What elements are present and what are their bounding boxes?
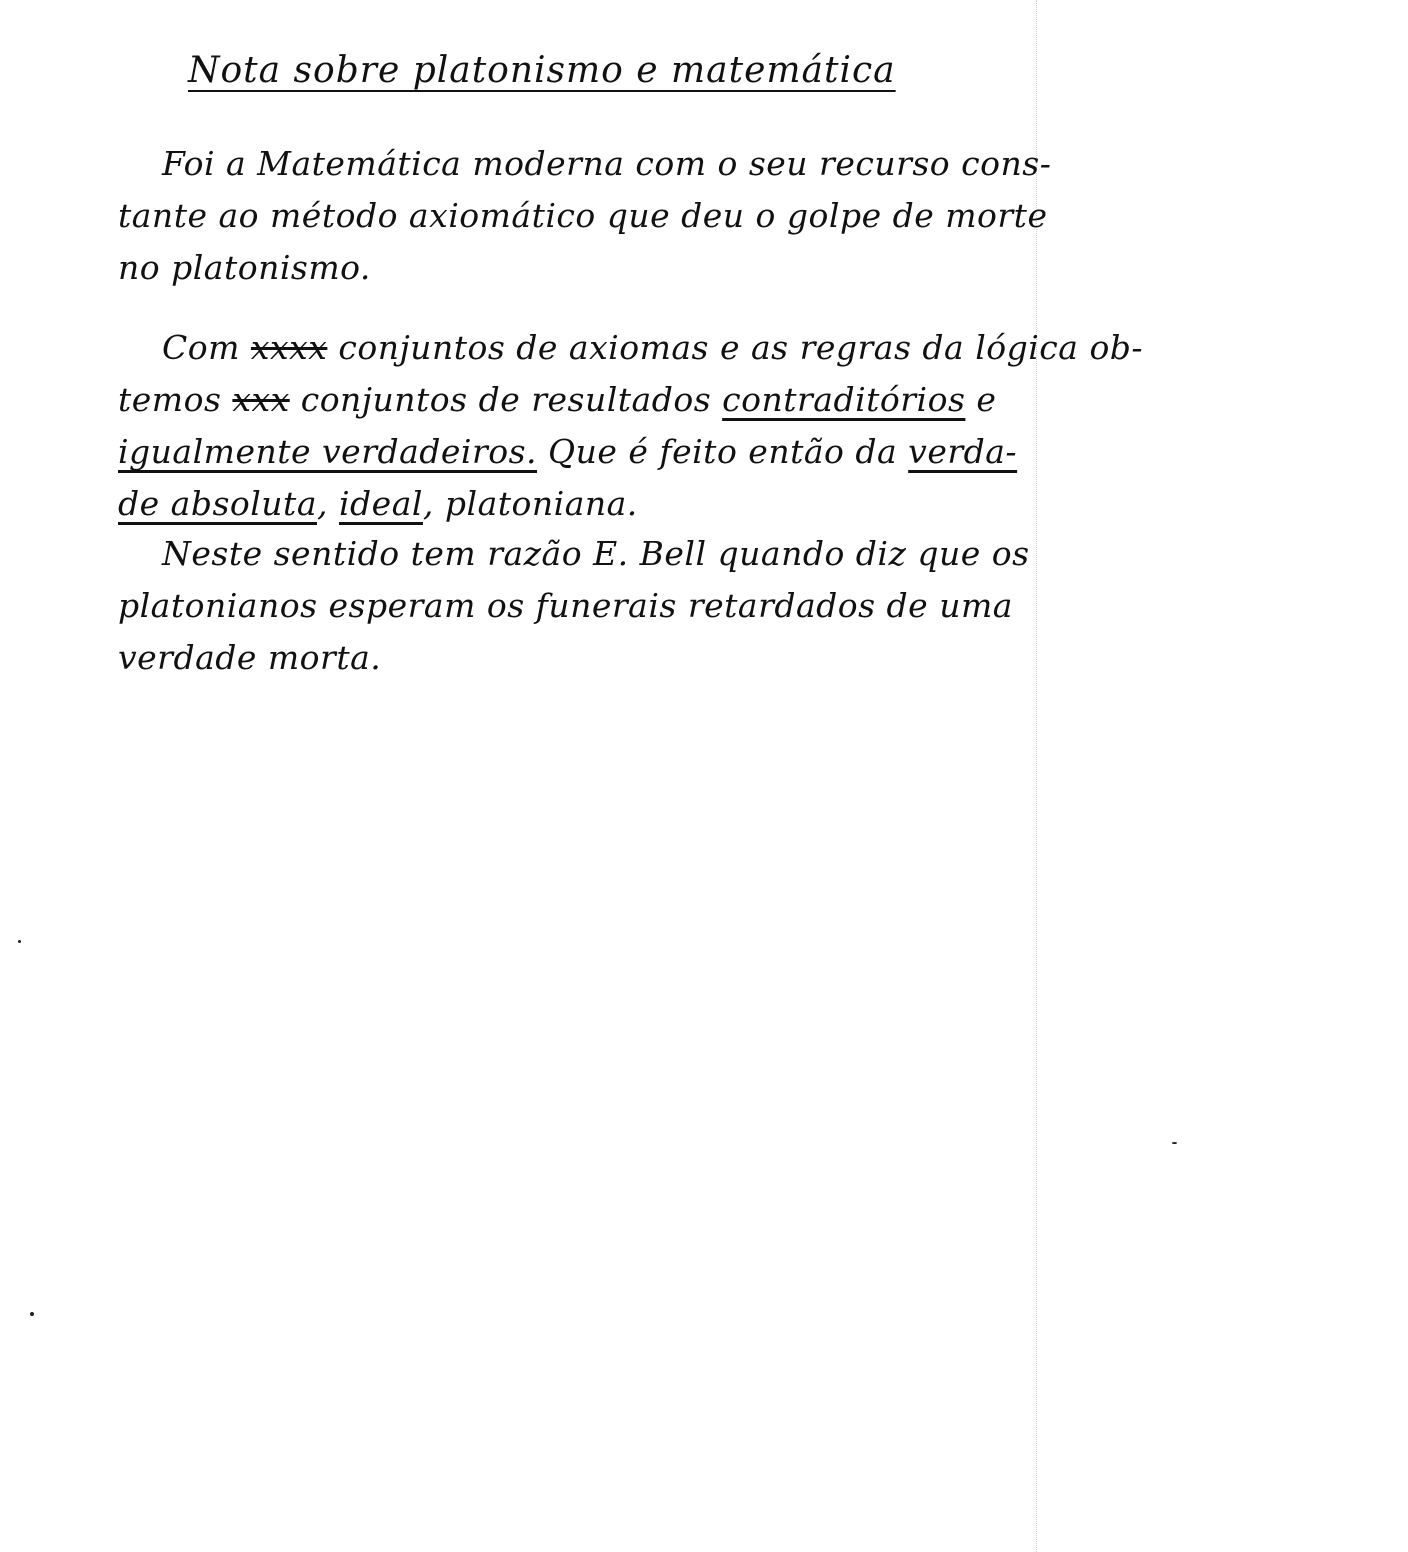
text-fragment: e	[965, 380, 997, 419]
text-fragment: conjuntos de resultados	[289, 380, 723, 419]
paragraph-1	[118, 138, 1268, 294]
text-fragment: ,	[317, 484, 339, 523]
underlined-phrase: igualmente verdadeiros.	[118, 432, 538, 471]
underlined-phrase: de absoluta	[118, 484, 317, 523]
underlined-word: ideal	[338, 484, 423, 523]
scan-speck	[30, 1312, 34, 1316]
paragraph-3-line-1: Neste sentido tem razão E. Bell quando diz que os	[162, 534, 1030, 573]
scan-speck	[1172, 1142, 1177, 1144]
text-fragment: temos	[118, 380, 233, 419]
underlined-word: verda-	[908, 432, 1018, 471]
text-fragment: Com	[162, 328, 251, 367]
paragraph-3-line-3: verdade morta.	[118, 638, 382, 677]
paragraph-3	[118, 528, 1268, 684]
paragraph-2-line-4	[118, 478, 1268, 530]
paragraph-2-line-3	[118, 426, 1268, 478]
paragraph-2-line-1	[118, 322, 1268, 374]
scan-speck	[18, 940, 21, 943]
underlined-word: contraditórios	[722, 380, 966, 419]
paragraph-1-line-3: no platonismo.	[118, 248, 371, 287]
struck-out-word: xxx	[232, 380, 290, 419]
struck-out-word: xxxx	[250, 328, 328, 367]
paragraph-3-line-2: platonianos esperam os funerais retardados de uma	[118, 586, 1013, 625]
paragraph-1-line-1: Foi a Matemática moderna com o seu recurso cons-	[162, 144, 1052, 183]
paragraph-2	[118, 322, 1268, 530]
text-fragment: Que é feito então da	[537, 432, 909, 471]
paragraph-2-line-2	[118, 374, 1268, 426]
note-title: Nota sobre platonismo e matemática	[188, 50, 896, 91]
paragraph-1-line-2: tante ao método axiomático que deu o golpe de morte	[118, 196, 1048, 235]
text-fragment: conjuntos de axiomas e as regras da lógica ob-	[327, 328, 1144, 367]
text-fragment: , platoniana.	[422, 484, 638, 523]
